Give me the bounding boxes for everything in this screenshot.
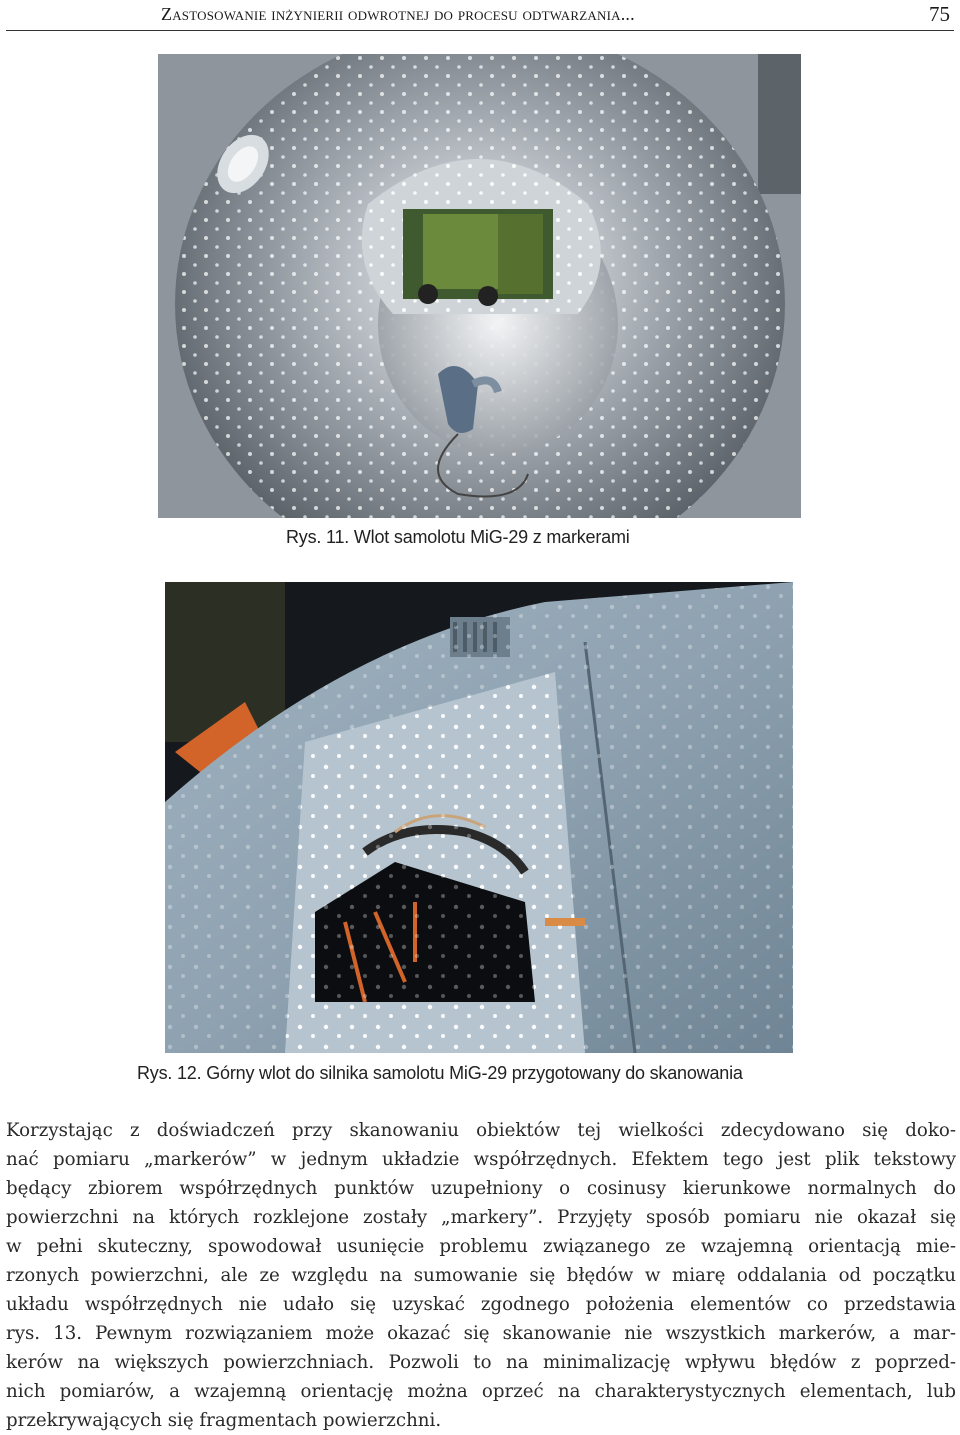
text-line: nich pomiarów, a wzajemną orientację można oprzeć na charakterystycznych elementach, lub	[6, 1381, 956, 1402]
body-paragraph	[6, 1116, 956, 1435]
text-line: rys. 13. Pewnym rozwiązaniem może okazać się skanowanie nie wszystkich markerów, a mar-	[6, 1323, 956, 1344]
figure-upper-intake-photo	[165, 582, 793, 1053]
figure-caption: Rys. 12. Górny wlot do silnika samolotu MiG-29 przygotowany do skanowania	[137, 1063, 743, 1083]
text-line: rzonych powierzchni, ale ze względu na sumowanie się błędów w miarę oddalania od początku	[6, 1265, 956, 1286]
text-line: układu współrzędnych nie udało się uzyskać zgodnego położenia elementów co przedstawia	[6, 1294, 956, 1315]
running-header-title: Zastosowanie inżynierii odwrotnej do procesu odtwarzania...	[161, 4, 635, 24]
text-line: nać pomiaru „markerów” w jednym układzie współrzędnych. Efektem tego jest plik tekstowy	[6, 1149, 956, 1170]
text-line: kerów na większych powierzchniach. Pozwoli to na minimalizację wpływu błędów z poprzed-	[6, 1352, 956, 1373]
figure-intake-photo	[158, 54, 801, 518]
text-line: powierzchni na których rozklejone zostały „markery”. Przyjęty sposób pomiaru nie okazał się	[6, 1207, 956, 1228]
figure-caption: Rys. 11. Wlot samolotu MiG-29 z markerami	[286, 527, 630, 547]
text-line: będący zbiorem współrzędnych punktów uzupełniony o cosinusy kierunkowe normalnych do	[6, 1178, 956, 1199]
text-line: przekrywających się fragmentach powierzchni.	[6, 1410, 442, 1431]
running-header	[6, 0, 954, 31]
text-line: Korzystając z doświadczeń przy skanowaniu obiektów tej wielkości zdecydowano się doko-	[6, 1120, 956, 1141]
page-number: 75	[929, 2, 950, 26]
text-line: w pełni skuteczny, spowodował usunięcie problemu związanego ze wzajemną orientacją mie-	[6, 1236, 956, 1257]
